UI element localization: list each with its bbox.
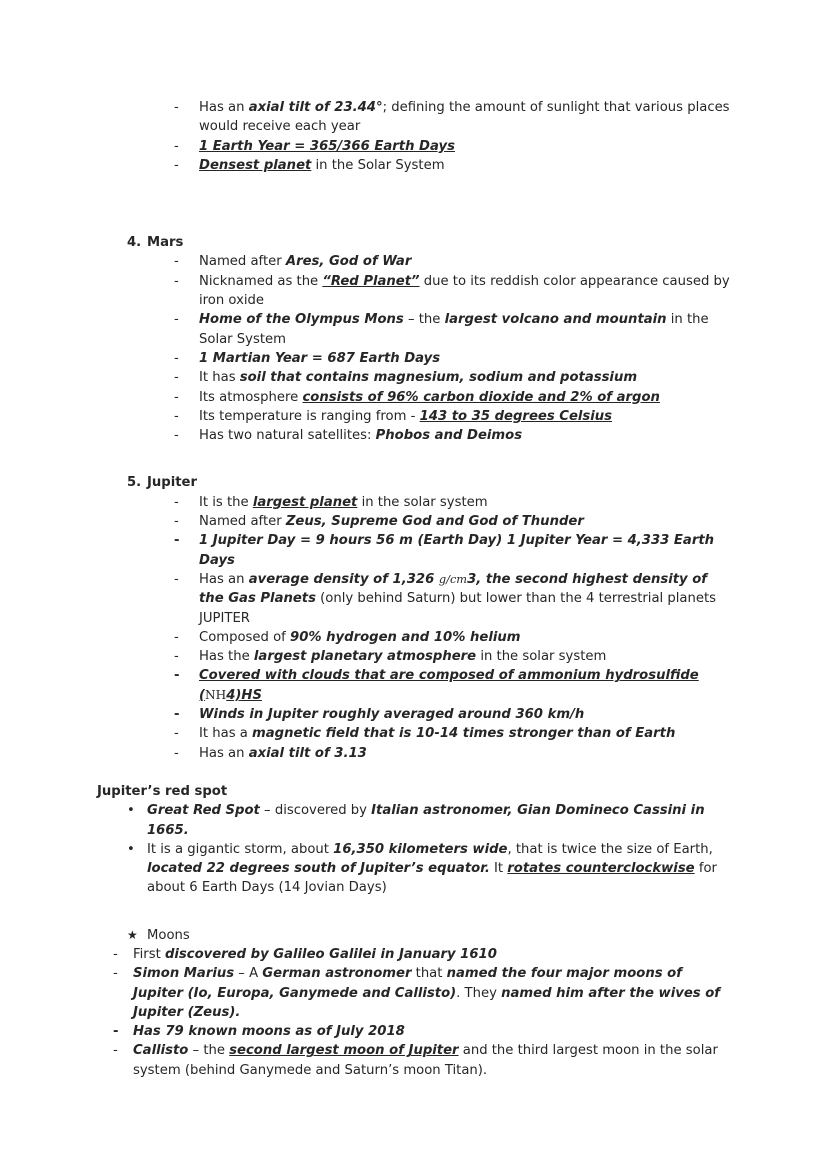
dash-bullet-icon: -	[174, 494, 179, 510]
text-span: 1 Martian Year = 687 Earth Days	[199, 350, 441, 366]
text-span: rotates counterclockwise	[507, 861, 695, 877]
dash-bullet-icon: -	[174, 514, 179, 530]
mars-list	[0, 252, 828, 445]
text-span: It is the	[199, 494, 253, 510]
text-span: It has	[199, 370, 240, 386]
list-item	[0, 724, 828, 743]
text-span: largest planet	[252, 494, 358, 510]
text-span: largest volcano and mountain	[444, 312, 667, 328]
text-span: . They	[456, 985, 502, 1001]
text-span: largest planetary atmosphere	[253, 649, 477, 665]
text-span: magnetic field that is 10-14 times stronger than of Earth	[252, 726, 676, 742]
text-span: Its atmosphere	[199, 389, 303, 405]
list-item	[0, 666, 828, 705]
section-title: Jupiter’s red spot	[97, 783, 228, 799]
text-span: It	[489, 861, 508, 877]
text-span: Densest planet	[199, 157, 312, 173]
list-item-text	[199, 310, 733, 349]
text-span: 16,350 kilometers wide	[333, 841, 508, 857]
text-span: named him after the wives of Jupiter (Zeus).	[133, 985, 721, 1020]
text-span: Simon Marius	[133, 966, 235, 982]
list-item	[0, 310, 828, 349]
list-item	[0, 1041, 828, 1080]
dash-bullet-icon: -	[174, 745, 179, 761]
text-span: Its temperature is ranging from -	[199, 408, 420, 424]
list-item-text	[133, 945, 733, 964]
list-item	[0, 426, 828, 445]
round-bullet-icon: •	[127, 841, 135, 857]
list-item	[0, 531, 828, 570]
dash-bullet-icon: -	[174, 408, 179, 424]
list-item	[0, 570, 828, 628]
spacer	[0, 223, 828, 233]
dash-bullet-icon: -	[113, 1024, 119, 1040]
list-item-text	[147, 840, 733, 898]
list-item	[0, 628, 828, 647]
dash-bullet-icon: -	[113, 946, 118, 962]
section-heading-mars	[0, 233, 828, 252]
text-span: Has two natural satellites:	[199, 428, 376, 444]
dash-bullet-icon: -	[174, 726, 179, 742]
text-span: Phobos and Deimos	[375, 428, 523, 444]
text-span: Has 79 known moons as of July 2018	[133, 1024, 405, 1040]
list-item-text	[199, 570, 733, 628]
text-span: discovered by Galileo Galilei in January 1610	[164, 946, 497, 962]
text-span: German astronomer	[262, 966, 412, 982]
list-item-text	[199, 252, 733, 271]
document-body	[0, 98, 828, 1080]
dash-bullet-icon: -	[174, 350, 179, 366]
dash-bullet-icon: -	[174, 370, 179, 386]
red-spot-list	[0, 801, 828, 897]
list-item	[0, 272, 828, 311]
text-span: for about 6 Earth Days (14 Jovian Days)	[147, 861, 717, 896]
text-span: It has a	[199, 726, 253, 742]
list-item-text	[199, 724, 733, 743]
dash-bullet-icon: -	[174, 533, 180, 549]
dash-bullet-icon: -	[174, 571, 179, 587]
text-span: First	[133, 946, 165, 962]
text-span: NH	[205, 687, 227, 702]
list-item-text	[199, 407, 733, 426]
text-span: – the	[403, 312, 445, 328]
list-item-text	[199, 628, 733, 647]
earth-tail-list	[0, 98, 828, 175]
list-item-text	[199, 426, 733, 445]
list-item-text	[199, 666, 733, 705]
dash-bullet-icon: -	[174, 254, 179, 270]
list-item-text	[199, 493, 733, 512]
list-item	[0, 349, 828, 368]
text-span: Named after	[199, 514, 286, 530]
text-span: Composed of	[199, 629, 291, 645]
section-heading-red-spot	[0, 782, 828, 801]
list-item-text	[199, 137, 733, 156]
dash-bullet-icon: -	[113, 1043, 118, 1059]
list-item	[0, 840, 828, 898]
section-title: Jupiter	[147, 475, 198, 491]
list-item	[0, 512, 828, 531]
list-item-text	[133, 964, 733, 1022]
list-item	[0, 388, 828, 407]
list-item-text	[199, 705, 733, 724]
text-span: axial tilt of 3.13	[248, 745, 367, 761]
text-span: Has an	[199, 100, 249, 115]
text-span: g/cm	[438, 571, 468, 586]
dash-bullet-icon: -	[174, 668, 180, 684]
dash-bullet-icon: -	[174, 273, 179, 289]
list-item	[0, 744, 828, 763]
text-span: 1 Earth Year = 365/366 Earth Days	[199, 138, 455, 154]
text-span: It is a gigantic storm, about	[147, 841, 334, 857]
dash-bullet-icon: -	[174, 389, 179, 405]
text-span: Has the	[199, 649, 254, 665]
spacer	[0, 763, 828, 782]
list-item-text	[199, 156, 733, 175]
text-span: Zeus, Supreme God and God of Thunder	[285, 514, 584, 530]
list-item-text	[199, 368, 733, 387]
text-span: – A	[234, 966, 263, 982]
text-span: soil that contains magnesium, sodium and potassium	[239, 370, 638, 386]
spacer	[0, 898, 828, 926]
text-span: axial tilt of 23.44°	[248, 100, 383, 115]
text-span: second largest moon of Jupiter	[229, 1043, 459, 1059]
dash-bullet-icon: -	[174, 629, 179, 645]
list-item-text	[199, 388, 733, 407]
list-item	[0, 156, 828, 175]
list-item-text	[199, 349, 733, 368]
list-item-text	[147, 801, 733, 840]
subsection-heading-moons	[0, 926, 828, 945]
spacer	[0, 175, 828, 223]
dash-bullet-icon: -	[174, 707, 180, 723]
moons-list	[0, 945, 828, 1080]
text-span: “Red Planet”	[322, 273, 420, 289]
text-span: Home of the Olympus Mons	[199, 312, 404, 328]
list-item	[0, 368, 828, 387]
text-span: and the third largest moon in the solar system (behind Ganymede and Saturn’s moon Titan).	[133, 1043, 718, 1078]
text-span: in the Solar System	[311, 157, 445, 173]
text-span: Has an	[199, 745, 249, 761]
section-heading-jupiter	[0, 473, 828, 492]
list-item	[0, 801, 828, 840]
list-item-text	[133, 1041, 733, 1080]
text-span: 4)HS	[226, 687, 262, 703]
text-span: due to its reddish color appearance caused by iron oxide	[199, 273, 730, 309]
list-item	[0, 407, 828, 426]
text-span: Named after	[199, 254, 286, 270]
dash-bullet-icon: -	[174, 138, 179, 154]
list-item	[0, 647, 828, 666]
dash-bullet-icon: -	[113, 966, 118, 982]
jupiter-list	[0, 493, 828, 763]
text-span: – discovered by	[259, 803, 372, 819]
text-span: Ares, God of War	[285, 254, 412, 270]
text-span: 90% hydrogen and 10% helium	[290, 629, 521, 645]
text-span: average density of 1,326	[248, 571, 439, 587]
list-item	[0, 252, 828, 271]
list-number: 5.	[127, 475, 142, 491]
text-span: 1 Jupiter Day = 9 hours 56 m (Earth Day) 1 Jupiter Year = 4,333 Earth Days	[199, 533, 715, 568]
text-span: Great Red Spot	[147, 803, 260, 819]
spacer	[0, 445, 828, 473]
list-item-text	[199, 512, 733, 531]
list-item	[0, 98, 828, 137]
text-span: that	[411, 966, 447, 982]
text-span: Covered with clouds that are composed of ammonium hydrosulfide (	[199, 668, 699, 703]
dash-bullet-icon: -	[174, 312, 179, 328]
text-span: located 22 degrees south of Jupiter’s equator.	[147, 861, 490, 877]
text-span: Nicknamed as the	[199, 273, 323, 289]
list-item	[0, 705, 828, 724]
text-span: – the	[188, 1043, 230, 1059]
dash-bullet-icon: -	[174, 428, 179, 444]
list-item	[0, 1022, 828, 1041]
list-item	[0, 964, 828, 1022]
text-span: named the four major moons of Jupiter (Io, Europa, Ganymede and Callisto)	[133, 966, 682, 1001]
dash-bullet-icon: -	[174, 157, 179, 173]
dash-bullet-icon: -	[174, 649, 179, 665]
list-item	[0, 945, 828, 964]
dash-bullet-icon: -	[174, 100, 179, 115]
subsection-title: Moons	[147, 927, 190, 943]
list-item-text	[199, 647, 733, 666]
text-span: Callisto	[133, 1043, 189, 1059]
text-span: in the solar system	[476, 649, 607, 665]
text-span: Has an	[199, 571, 249, 587]
text-span: consists of 96% carbon dioxide and 2% of argon	[302, 389, 660, 405]
text-span: , that is twice the size of Earth,	[507, 841, 713, 857]
list-item-text	[199, 744, 733, 763]
list-item	[0, 493, 828, 512]
text-span: ; defining the amount of sunlight that various places would receive each year	[199, 100, 730, 135]
list-number: 4.	[127, 235, 142, 251]
text-span: 143 to 35 degrees Celsius	[419, 408, 613, 424]
text-span: Italian astronomer, Gian Domineco Cassini in 1665.	[147, 803, 705, 838]
text-span: in the Solar System	[199, 312, 709, 347]
star-bullet-icon: ★	[127, 927, 138, 942]
list-item-text	[199, 98, 733, 137]
list-item	[0, 137, 828, 156]
round-bullet-icon: •	[127, 803, 135, 819]
text-span: (only behind Saturn) but lower than the 4 terrestrial planets JUPITER	[199, 591, 717, 626]
text-span: 3, the second highest density of the Gas Planets	[199, 571, 708, 607]
text-span: Winds in Jupiter roughly averaged around 360 km/h	[199, 707, 585, 723]
list-item-text	[199, 272, 733, 311]
text-span: in the solar system	[357, 494, 488, 510]
list-item-text	[133, 1022, 733, 1041]
section-title: Mars	[147, 235, 184, 251]
list-item-text	[199, 531, 733, 570]
